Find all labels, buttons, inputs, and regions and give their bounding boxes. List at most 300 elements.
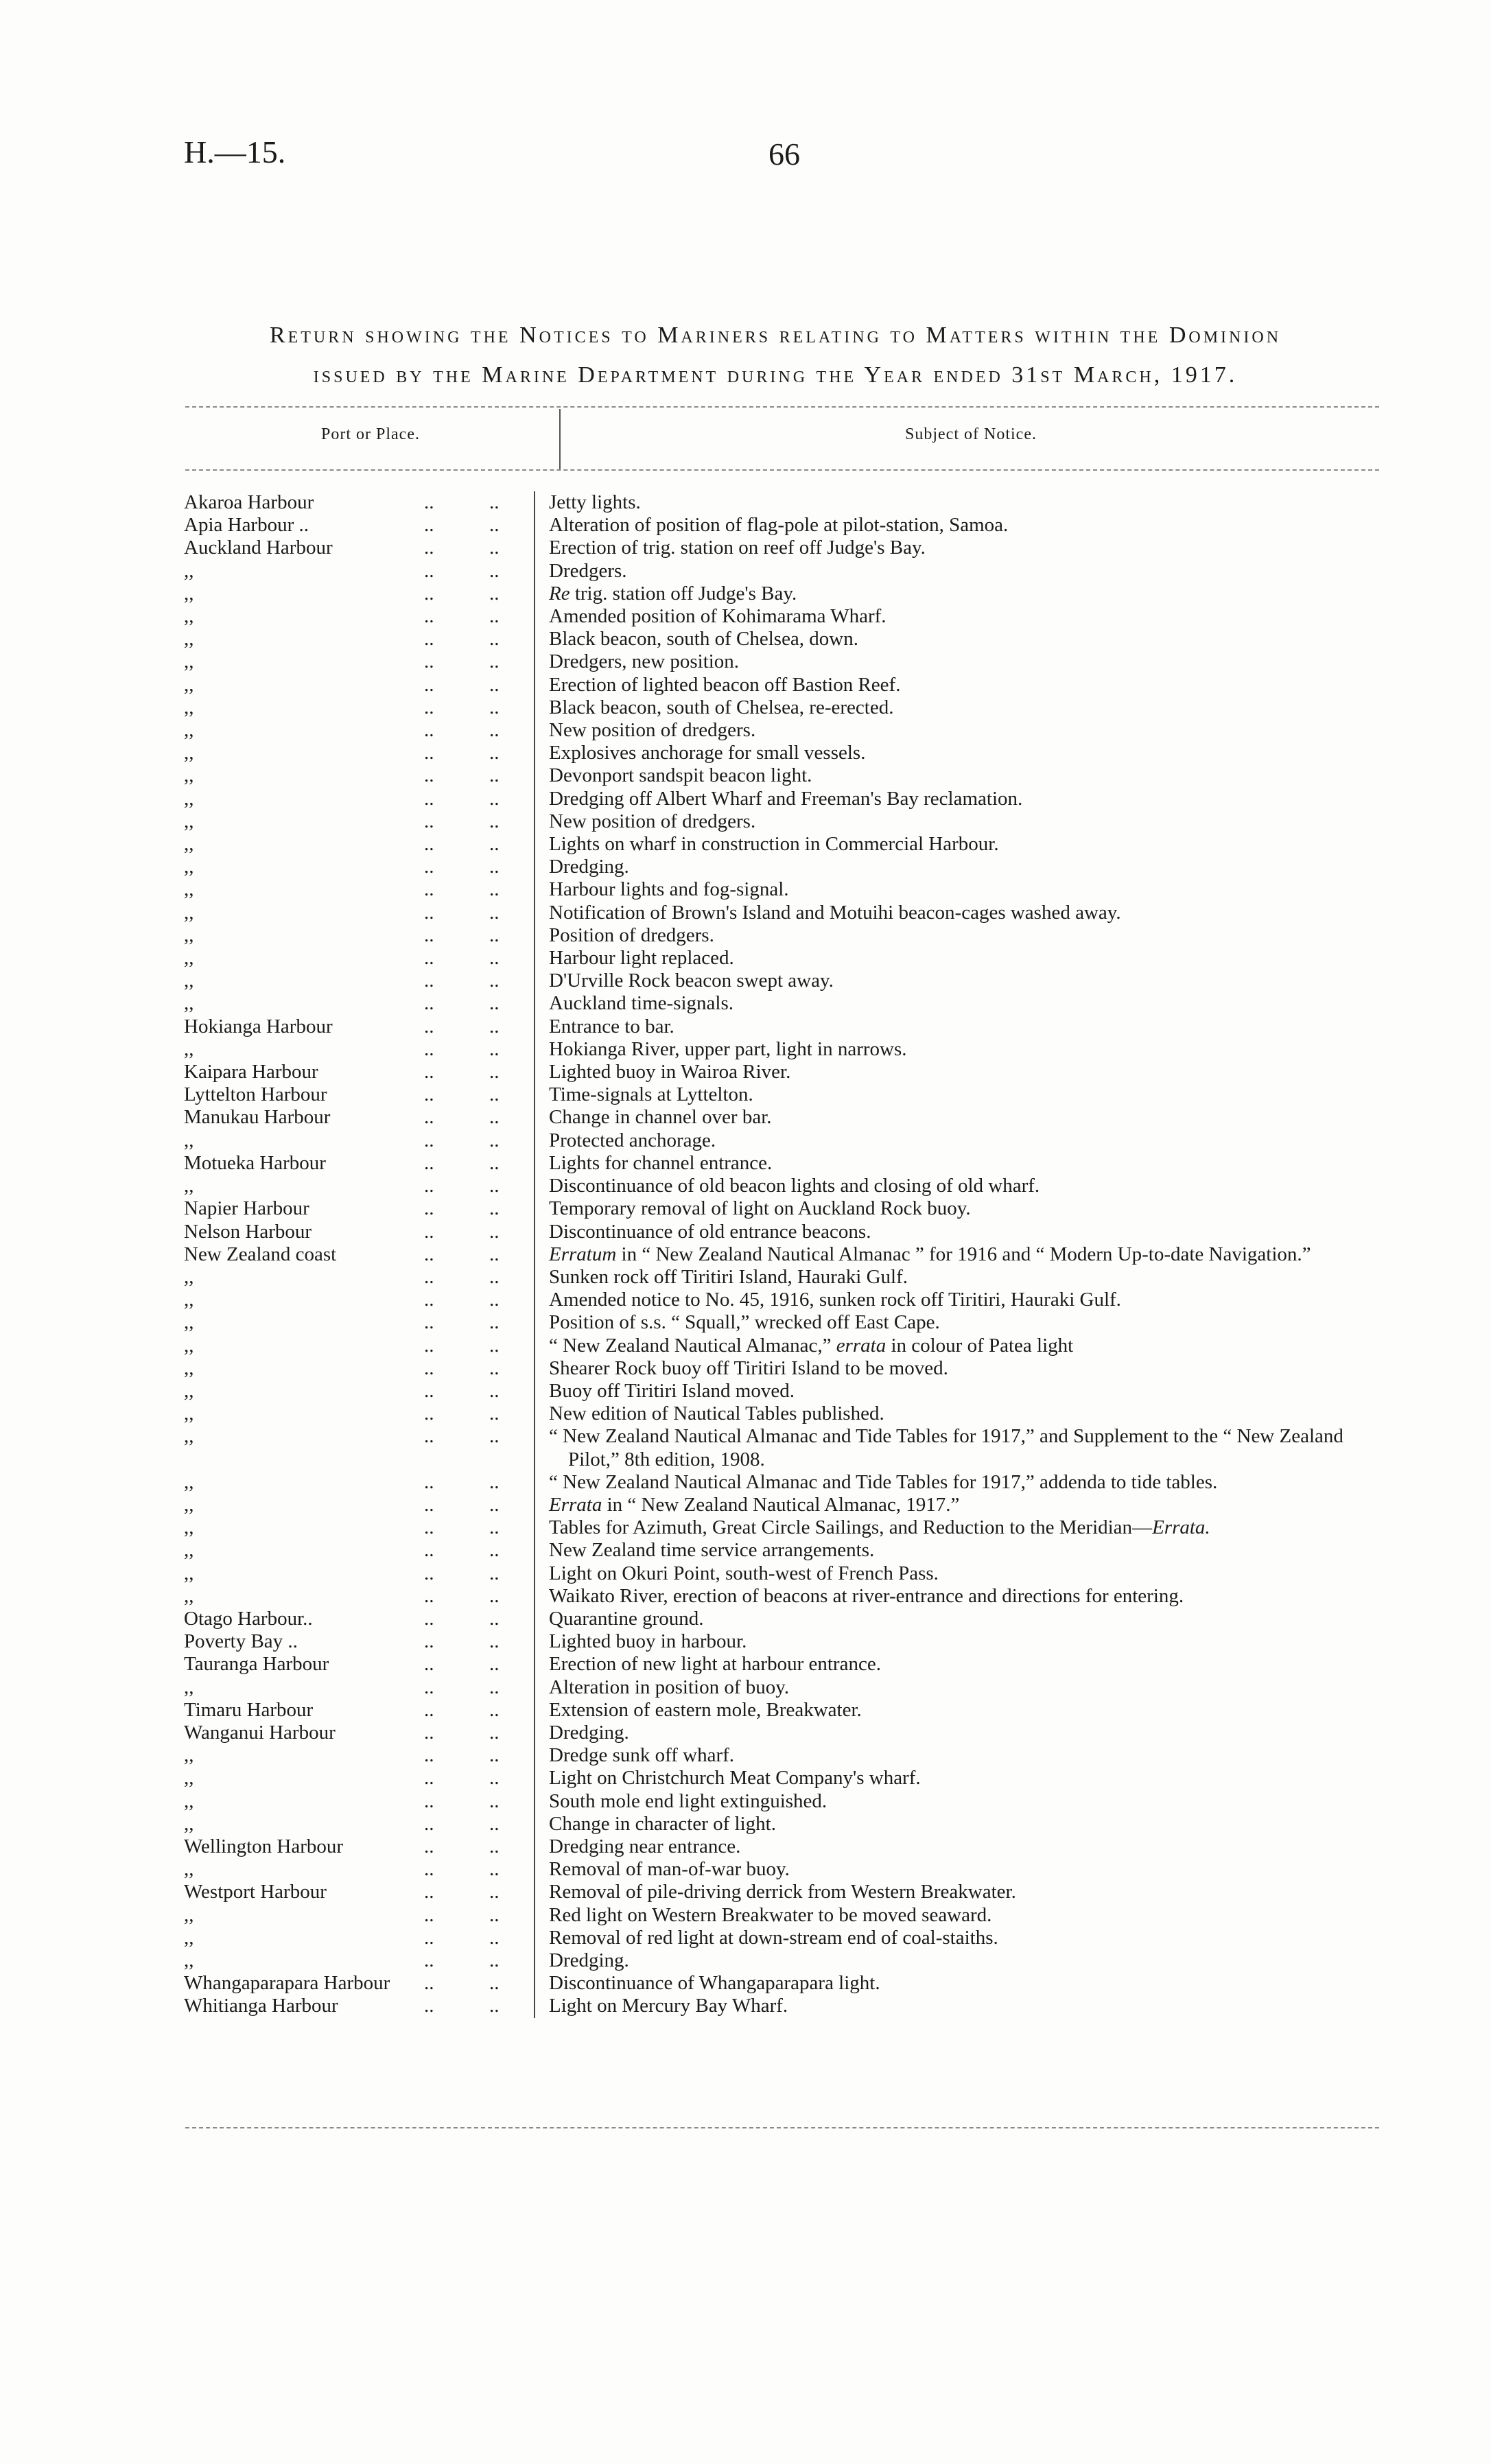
- leader-dots: ..: [489, 560, 535, 583]
- leader-dots: ..: [489, 1152, 535, 1175]
- subject-text: [549, 1516, 1385, 1539]
- table-row: [184, 1835, 1385, 1858]
- subject-text: [549, 833, 1385, 856]
- subject-text: [549, 628, 1385, 650]
- subject-main: Lighted buoy in harbour.: [549, 1630, 747, 1653]
- subject-main: South mole end light extinguished.: [549, 1790, 827, 1812]
- subject-main: Lights on wharf in construction in Commercial Harbour.: [549, 833, 999, 856]
- subject-text: [549, 1471, 1385, 1494]
- subject-main: Harbour lights and fog-signal.: [549, 878, 789, 901]
- subject-cell: [535, 719, 1385, 742]
- leader-dots: ..: [489, 1106, 535, 1129]
- subject-cell: [535, 1175, 1385, 1197]
- leader-dots: ..: [424, 1698, 434, 1721]
- table-row: [184, 742, 1385, 764]
- leader-dots: ..: [489, 1016, 535, 1038]
- table-row: [184, 1221, 1385, 1243]
- leader-dots: ..: [489, 1083, 535, 1106]
- place-cell: ,,: [184, 833, 194, 856]
- leader-dots: ..: [489, 1972, 535, 1995]
- subject-main: Alteration of position of flag-pole at pilot-station, Samoa.: [549, 514, 1009, 537]
- leader-dots: ..: [424, 787, 434, 810]
- leader-dots: ..: [424, 1175, 434, 1197]
- notices-table-body: [184, 491, 1385, 2018]
- table-row: [184, 1585, 1385, 1608]
- subject-text: [549, 1630, 1385, 1653]
- place-cell: ,,: [184, 1334, 194, 1357]
- table-row: [184, 1129, 1385, 1152]
- place-cell: ,,: [184, 1516, 194, 1539]
- place-cell: ,,: [184, 1357, 194, 1379]
- subject-cell: [535, 1335, 1385, 1357]
- table-row: [184, 1152, 1385, 1175]
- subject-cell: [535, 970, 1385, 992]
- subject-cell: [535, 878, 1385, 901]
- place-cell: Lyttelton Harbour: [184, 1083, 327, 1106]
- leader-dots: ..: [489, 1357, 535, 1380]
- leader-dots: ..: [424, 1926, 434, 1949]
- subject-main: Amended position of Kohimarama Wharf.: [549, 605, 887, 628]
- column-header-subject: Subject of Notice.: [905, 425, 1037, 443]
- leader-dots: ..: [424, 1630, 434, 1653]
- subject-cell: [535, 992, 1385, 1015]
- subject-text: [549, 1083, 1385, 1106]
- leader-dots: ..: [424, 1995, 434, 2017]
- place-cell: ,,: [184, 1744, 194, 1767]
- subject-text: [549, 1038, 1385, 1061]
- subject-cell: [535, 1243, 1385, 1266]
- subject-main: Dredging off Albert Wharf and Freeman's Bay reclamation.: [549, 787, 1023, 810]
- table-row: [184, 696, 1385, 719]
- leader-dots: ..: [489, 1380, 535, 1403]
- leader-dots: ..: [424, 673, 434, 696]
- subject-cell: [535, 810, 1385, 833]
- place-cell: Napier Harbour: [184, 1197, 309, 1220]
- subject-text: [549, 1972, 1385, 1995]
- subject-main: Position of s.s. “ Squall,” wrecked off East Cape.: [549, 1311, 940, 1334]
- subject-text: [549, 1425, 1385, 1470]
- table-row: [184, 878, 1385, 901]
- leader-dots: ..: [489, 1197, 535, 1220]
- subject-text: [549, 1744, 1385, 1767]
- leader-dots: ..: [489, 970, 535, 992]
- subject-main: D'Urville Rock beacon swept away.: [549, 970, 834, 992]
- place-cell: ,,: [184, 1470, 194, 1493]
- leader-dots: ..: [424, 696, 434, 718]
- subject-text: [549, 992, 1385, 1015]
- place-cell: ,,: [184, 787, 194, 810]
- leader-dots: ..: [489, 537, 535, 559]
- table-row: [184, 650, 1385, 673]
- leader-dots: ..: [424, 1470, 434, 1493]
- leader-dots: ..: [424, 1790, 434, 1812]
- table-row: [184, 924, 1385, 947]
- subject-cell: [535, 1539, 1385, 1562]
- leader-dots: ..: [489, 878, 535, 901]
- place-cell: Wanganui Harbour: [184, 1721, 336, 1744]
- subject-cell: [535, 856, 1385, 878]
- leader-dots: ..: [489, 628, 535, 650]
- table-row: [184, 1881, 1385, 1903]
- leader-dots: ..: [424, 1037, 434, 1060]
- subject-cell: [535, 1266, 1385, 1289]
- place-cell: Timaru Harbour: [184, 1698, 314, 1721]
- leader-dots: ..: [424, 764, 434, 787]
- table-row: [184, 1972, 1385, 1995]
- table-row: [184, 583, 1385, 605]
- subject-main: Light on Okuri Point, south-west of French Pass.: [549, 1562, 939, 1584]
- table-row: [184, 1790, 1385, 1813]
- subject-text: [549, 605, 1385, 628]
- leader-dots: ..: [489, 947, 535, 970]
- table-row: [184, 810, 1385, 833]
- subject-text: [549, 1152, 1385, 1175]
- leader-dots: ..: [424, 1744, 434, 1767]
- table-row: [184, 1516, 1385, 1539]
- subject-main: Amended notice to No. 45, 1916, sunken rock off Tiritiri, Hauraki Gulf.: [549, 1289, 1121, 1311]
- subject-cell: [535, 1744, 1385, 1767]
- place-cell: Kaipara Harbour: [184, 1061, 318, 1083]
- subject-main: Dredging.: [549, 856, 629, 878]
- place-cell: Whitianga Harbour: [184, 1995, 338, 2017]
- leader-dots: ..: [489, 1243, 535, 1266]
- subject-main: Dredging near entrance.: [549, 1835, 741, 1857]
- leader-dots: ..: [424, 628, 434, 650]
- subject-cell: [535, 514, 1385, 537]
- leader-dots: ..: [489, 1927, 535, 1949]
- table-row: [184, 1676, 1385, 1699]
- leader-dots: ..: [424, 650, 434, 673]
- place-cell: ,,: [184, 605, 194, 628]
- table-row: [184, 1767, 1385, 1790]
- table-row: [184, 1335, 1385, 1357]
- table-row: [184, 902, 1385, 924]
- subject-italic: Erratum: [549, 1243, 617, 1265]
- subject-cell: [535, 1380, 1385, 1403]
- place-cell: ,,: [184, 1493, 194, 1516]
- leader-dots: ..: [424, 1835, 434, 1857]
- subject-text: [549, 1494, 1385, 1516]
- place-cell: Hokianga Harbour: [184, 1015, 333, 1037]
- place-cell: ,,: [184, 901, 194, 924]
- subject-main: Sunken rock off Tiritiri Island, Hauraki Gulf.: [549, 1265, 908, 1288]
- subject-main: Discontinuance of Whangaparapara light.: [549, 1972, 880, 1995]
- leader-dots: ..: [489, 1949, 535, 1972]
- subject-text: [549, 1813, 1385, 1835]
- table-row: [184, 1813, 1385, 1835]
- subject-main: Discontinuance of old entrance beacons.: [549, 1220, 871, 1243]
- subject-cell: [535, 537, 1385, 559]
- subject-cell: [535, 650, 1385, 673]
- subject-main: Black beacon, south of Chelsea, down.: [549, 628, 859, 650]
- table-row: [184, 1311, 1385, 1334]
- leader-dots: ..: [424, 1106, 434, 1129]
- leader-dots: ..: [489, 696, 535, 719]
- leader-dots: ..: [489, 1516, 535, 1539]
- subject-text: [549, 1767, 1385, 1790]
- leader-dots: ..: [489, 1562, 535, 1585]
- place-cell: ,,: [184, 673, 194, 696]
- leader-dots: ..: [489, 1653, 535, 1676]
- subject-italic: Errata.: [1152, 1516, 1210, 1539]
- subject-text: [549, 1380, 1385, 1403]
- leader-dots: ..: [489, 1335, 535, 1357]
- subject-text: [549, 1722, 1385, 1744]
- leader-dots: ..: [424, 1903, 434, 1926]
- subject-cell: [535, 1927, 1385, 1949]
- subject-cell: [535, 1311, 1385, 1334]
- subject-cell: [535, 1357, 1385, 1380]
- place-cell: Auckland Harbour: [184, 537, 333, 559]
- table-row: [184, 788, 1385, 810]
- subject-main: in “ New Zealand Nautical Almanac ” for 1916 and “ Modern Up-to-date Navigation.”: [616, 1243, 1311, 1265]
- leader-dots: ..: [424, 1243, 434, 1265]
- leader-dots: ..: [424, 1334, 434, 1357]
- table-title-line-2: issued by the Marine Department during the Year ended 31st March, 1917.: [313, 362, 1238, 388]
- place-cell: ,,: [184, 764, 194, 787]
- subject-main: Hokianga River, upper part, light in narrows.: [549, 1037, 907, 1060]
- leader-dots: ..: [489, 674, 535, 696]
- leader-dots: ..: [424, 1858, 434, 1881]
- subject-text: [549, 491, 1385, 514]
- subject-cell: [535, 1767, 1385, 1790]
- leader-dots: ..: [424, 1607, 434, 1630]
- place-cell: ,,: [184, 559, 194, 582]
- subject-main: Explosives anchorage for small vessels.: [549, 742, 866, 764]
- subject-main: Protected anchorage.: [549, 1129, 716, 1151]
- table-row: [184, 1995, 1385, 2017]
- subject-text: [549, 1221, 1385, 1243]
- table-row: [184, 970, 1385, 992]
- place-cell: ,,: [184, 742, 194, 764]
- leader-dots: ..: [489, 583, 535, 605]
- table-row: [184, 1949, 1385, 1972]
- table-row: [184, 1653, 1385, 1676]
- leader-dots: ..: [424, 833, 434, 856]
- table-row: [184, 1699, 1385, 1722]
- subject-main: Removal of red light at down-stream end of coal-staiths.: [549, 1926, 998, 1949]
- leader-dots: ..: [489, 650, 535, 673]
- subject-main: Notification of Brown's Island and Motuihi beacon-cages washed away.: [549, 901, 1121, 924]
- subject-italic: errata: [836, 1334, 887, 1357]
- place-cell: ,,: [184, 1379, 194, 1402]
- place-cell: Tauranga Harbour: [184, 1653, 329, 1676]
- subject-main: Time-signals at Lyttelton.: [549, 1083, 753, 1106]
- subject-main: Erection of lighted beacon off Bastion Reef.: [549, 673, 901, 696]
- subject-main: Change in channel over bar.: [549, 1106, 772, 1129]
- subject-text: [549, 1061, 1385, 1083]
- subject-text: [549, 1129, 1385, 1152]
- table-row: [184, 491, 1385, 514]
- subject-main: “ New Zealand Nautical Almanac,”: [549, 1334, 836, 1357]
- subject-text: [549, 1835, 1385, 1858]
- table-row: [184, 1357, 1385, 1380]
- place-cell: Motueka Harbour: [184, 1151, 326, 1174]
- subject-cell: [535, 1949, 1385, 1972]
- leader-dots: ..: [489, 764, 535, 787]
- subject-text: [549, 947, 1385, 970]
- leader-dots: ..: [424, 924, 434, 946]
- table-row: [184, 719, 1385, 742]
- leader-dots: ..: [424, 1493, 434, 1516]
- leader-dots: ..: [489, 1221, 535, 1243]
- place-cell: ,,: [184, 1858, 194, 1881]
- subject-cell: [535, 833, 1385, 856]
- subject-main: Buoy off Tiritiri Island moved.: [549, 1379, 795, 1402]
- table-row: [184, 1722, 1385, 1744]
- subject-main: Removal of man-of-war buoy.: [549, 1858, 790, 1881]
- subject-cell: [535, 902, 1385, 924]
- leader-dots: ..: [489, 1038, 535, 1061]
- leader-dots: ..: [424, 1653, 434, 1676]
- subject-main: Erection of trig. station on reef off Judge's Bay.: [549, 537, 926, 559]
- subject-text: [549, 1653, 1385, 1676]
- place-cell: ,,: [184, 1949, 194, 1971]
- subject-text: [549, 1266, 1385, 1289]
- subject-text: [549, 810, 1385, 833]
- subject-text: [549, 1403, 1385, 1425]
- leader-dots: ..: [424, 1083, 434, 1106]
- leader-dots: ..: [489, 1425, 535, 1470]
- subject-cell: [535, 1585, 1385, 1608]
- leader-dots: ..: [489, 1904, 535, 1927]
- table-row: [184, 1904, 1385, 1927]
- subject-text: [549, 560, 1385, 583]
- place-cell: Westport Harbour: [184, 1881, 327, 1903]
- subject-main: Shearer Rock buoy off Tiritiri Island to be moved.: [549, 1357, 948, 1379]
- subject-main: Entrance to bar.: [549, 1015, 674, 1037]
- place-cell: ,,: [184, 1425, 194, 1448]
- subject-cell: [535, 1129, 1385, 1152]
- leader-dots: ..: [424, 1676, 434, 1698]
- place-cell: ,,: [184, 1311, 194, 1334]
- place-cell: ,,: [184, 947, 194, 970]
- subject-text: [549, 719, 1385, 742]
- leader-dots: ..: [424, 537, 434, 559]
- leader-dots: ..: [424, 1767, 434, 1790]
- leader-dots: ..: [489, 1630, 535, 1653]
- subject-text: [549, 1995, 1385, 2017]
- leader-dots: ..: [424, 559, 434, 582]
- subject-cell: [535, 788, 1385, 810]
- place-cell: ,,: [184, 1129, 194, 1151]
- subject-cell: [535, 1038, 1385, 1061]
- leader-dots: ..: [424, 1197, 434, 1220]
- place-cell: ,,: [184, 1037, 194, 1060]
- subject-text: [549, 1106, 1385, 1129]
- leader-dots: ..: [489, 1881, 535, 1903]
- header-rule-top: [185, 406, 1379, 408]
- subject-main: Tables for Azimuth, Great Circle Sailings, and Reduction to the Meridian—: [549, 1516, 1153, 1539]
- leader-dots: ..: [489, 992, 535, 1015]
- subject-cell: [535, 1904, 1385, 1927]
- subject-cell: [535, 491, 1385, 514]
- subject-main: Discontinuance of old beacon lights and closing of old wharf.: [549, 1175, 1040, 1197]
- subject-main: Dredgers, new position.: [549, 650, 740, 673]
- leader-dots: ..: [424, 901, 434, 924]
- leader-dots: ..: [489, 856, 535, 878]
- subject-cell: [535, 628, 1385, 650]
- subject-cell: [535, 1813, 1385, 1835]
- subject-cell: [535, 1722, 1385, 1744]
- subject-main: Light on Christchurch Meat Company's wharf.: [549, 1767, 921, 1790]
- place-cell: ,,: [184, 1767, 194, 1790]
- leader-dots: ..: [489, 1175, 535, 1197]
- place-cell: Otago Harbour..: [184, 1607, 313, 1630]
- table-row: [184, 992, 1385, 1015]
- leader-dots: ..: [489, 1266, 535, 1289]
- table-row: [184, 1061, 1385, 1083]
- table-row: [184, 537, 1385, 559]
- subject-text: [549, 1197, 1385, 1220]
- subject-text: [549, 537, 1385, 559]
- leader-dots: ..: [489, 719, 535, 742]
- notices-table: [184, 491, 1385, 2018]
- table-row: [184, 1403, 1385, 1425]
- subject-text: [549, 970, 1385, 992]
- subject-cell: [535, 1106, 1385, 1129]
- subject-main: Light on Mercury Bay Wharf.: [549, 1995, 788, 2017]
- leader-dots: ..: [424, 1539, 434, 1562]
- leader-dots: ..: [424, 582, 434, 605]
- subject-cell: [535, 1083, 1385, 1106]
- subject-text: [549, 1175, 1385, 1197]
- subject-main: Auckland time-signals.: [549, 992, 734, 1015]
- subject-main: Change in character of light.: [549, 1812, 776, 1835]
- leader-dots: ..: [424, 1949, 434, 1971]
- subject-main: Dredge sunk off wharf.: [549, 1744, 735, 1767]
- subject-text: [549, 674, 1385, 696]
- table-row: [184, 1539, 1385, 1562]
- place-cell: ,,: [184, 1584, 194, 1607]
- subject-main: Lighted buoy in Wairoa River.: [549, 1061, 791, 1083]
- subject-main: Dredgers.: [549, 559, 627, 582]
- leader-dots: ..: [489, 1813, 535, 1835]
- leader-dots: ..: [489, 833, 535, 856]
- table-row: [184, 1038, 1385, 1061]
- table-row: [184, 1106, 1385, 1129]
- subject-cell: [535, 1881, 1385, 1903]
- subject-cell: [535, 696, 1385, 719]
- leader-dots: ..: [489, 742, 535, 764]
- subject-cell: [535, 1152, 1385, 1175]
- subject-cell: [535, 1289, 1385, 1311]
- subject-text: [549, 583, 1385, 605]
- subject-text: [549, 878, 1385, 901]
- subject-text: [549, 902, 1385, 924]
- table-row: [184, 605, 1385, 628]
- leader-dots: ..: [489, 1676, 535, 1699]
- leader-dots: ..: [424, 1129, 434, 1151]
- table-end-rule: [185, 2127, 1379, 2128]
- leader-dots: ..: [489, 1403, 535, 1425]
- place-cell: ,,: [184, 696, 194, 718]
- table-row: [184, 1175, 1385, 1197]
- subject-text: [549, 856, 1385, 878]
- subject-cell: [535, 1197, 1385, 1220]
- subject-cell: [535, 1425, 1385, 1470]
- leader-dots: ..: [489, 1494, 535, 1516]
- subject-cell: [535, 1061, 1385, 1083]
- leader-dots: ..: [489, 1767, 535, 1790]
- table-row: [184, 1858, 1385, 1881]
- place-cell: Nelson Harbour: [184, 1220, 312, 1243]
- place-cell: ,,: [184, 582, 194, 605]
- subject-text: [549, 1699, 1385, 1722]
- subject-main: Harbour light replaced.: [549, 947, 734, 970]
- place-cell: ,,: [184, 856, 194, 878]
- subject-cell: [535, 1858, 1385, 1881]
